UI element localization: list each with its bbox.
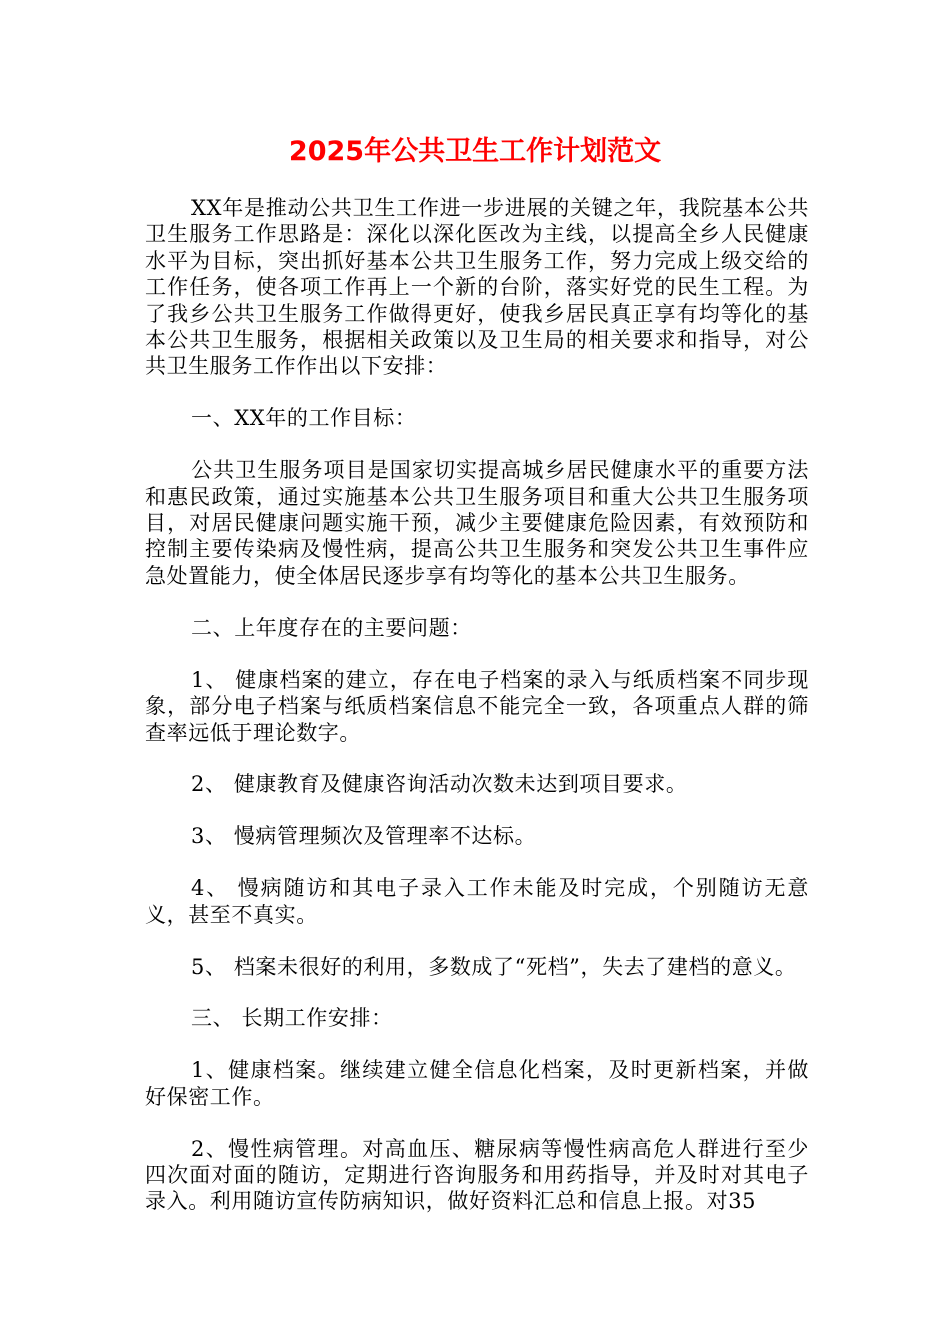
problem-item-5: 5、 档案未很好的利用，多数成了“死档”，失去了建档的意义。 xyxy=(191,954,797,979)
document-body xyxy=(145,195,809,1215)
problem-item-1: 1、 健康档案的建立，存在电子档案的录入与纸质档案不同步现象，部分电子档案与纸质档案信息不能完全一致，各项重点人群的筛查率远低于理论数字。 xyxy=(145,667,809,745)
goals-paragraph: 公共卫生服务项目是国家切实提高城乡居民健康水平的重要方法和惠民政策，通过实施基本公共卫生服务项目和重大公共卫生服务项目，对居民健康问题实施干预，减少主要健康危险因素，有效预防和控制主要传染病及慢性病，提高公共卫生服务和突发公共卫生事件应急处置能力，使全体居民逐步享有均等化的基本公共卫生服务。 xyxy=(145,458,809,588)
document-title: 2025年公共卫生工作计划范文 xyxy=(288,136,662,167)
intro-paragraph: XX年是推动公共卫生工作进一步进展的关键之年，我院基本公共卫生服务工作思路是：深化以深化医改为主线，以提高全乡人民健康水平为目标，突出抓好基本公共卫生服务工作，努力完成上级交给的工作任务，使各项工作再上一个新的台阶，落实好党的民生工程。为了我乡公共卫生服务工作做得更好，使我乡居民真正享有均等化的基本公共卫生服务，根据相关政策以及卫生局的相关要求和指导，对公共卫生服务工作作出以下安排： xyxy=(145,196,809,379)
section-heading-arrangements: 三、 长期工作安排： xyxy=(191,1006,393,1031)
problem-item-3: 3、 慢病管理频次及管理率不达标。 xyxy=(191,824,537,849)
section-heading-goals: 一、XX年的工作目标： xyxy=(191,406,417,431)
problem-item-4: 4、 慢病随访和其电子录入工作未能及时完成，个别随访无意义，甚至不真实。 xyxy=(145,876,809,927)
arrangement-item-1: 1、健康档案。继续建立健全信息化档案，及时更新档案，并做好保密工作。 xyxy=(145,1058,809,1109)
arrangement-item-2: 2、慢性病管理。对高血压、糖尿病等慢性病高危人群进行至少四次面对面的随访，定期进行咨询服务和用药指导，并及时对其电子录入。利用随访宣传防病知识，做好资料汇总和信息上报。对35 xyxy=(145,1136,809,1214)
section-heading-problems: 二、上年度存在的主要问题： xyxy=(191,615,472,640)
problem-item-2: 2、 健康教育及健康咨询活动次数未达到项目要求。 xyxy=(191,772,688,797)
